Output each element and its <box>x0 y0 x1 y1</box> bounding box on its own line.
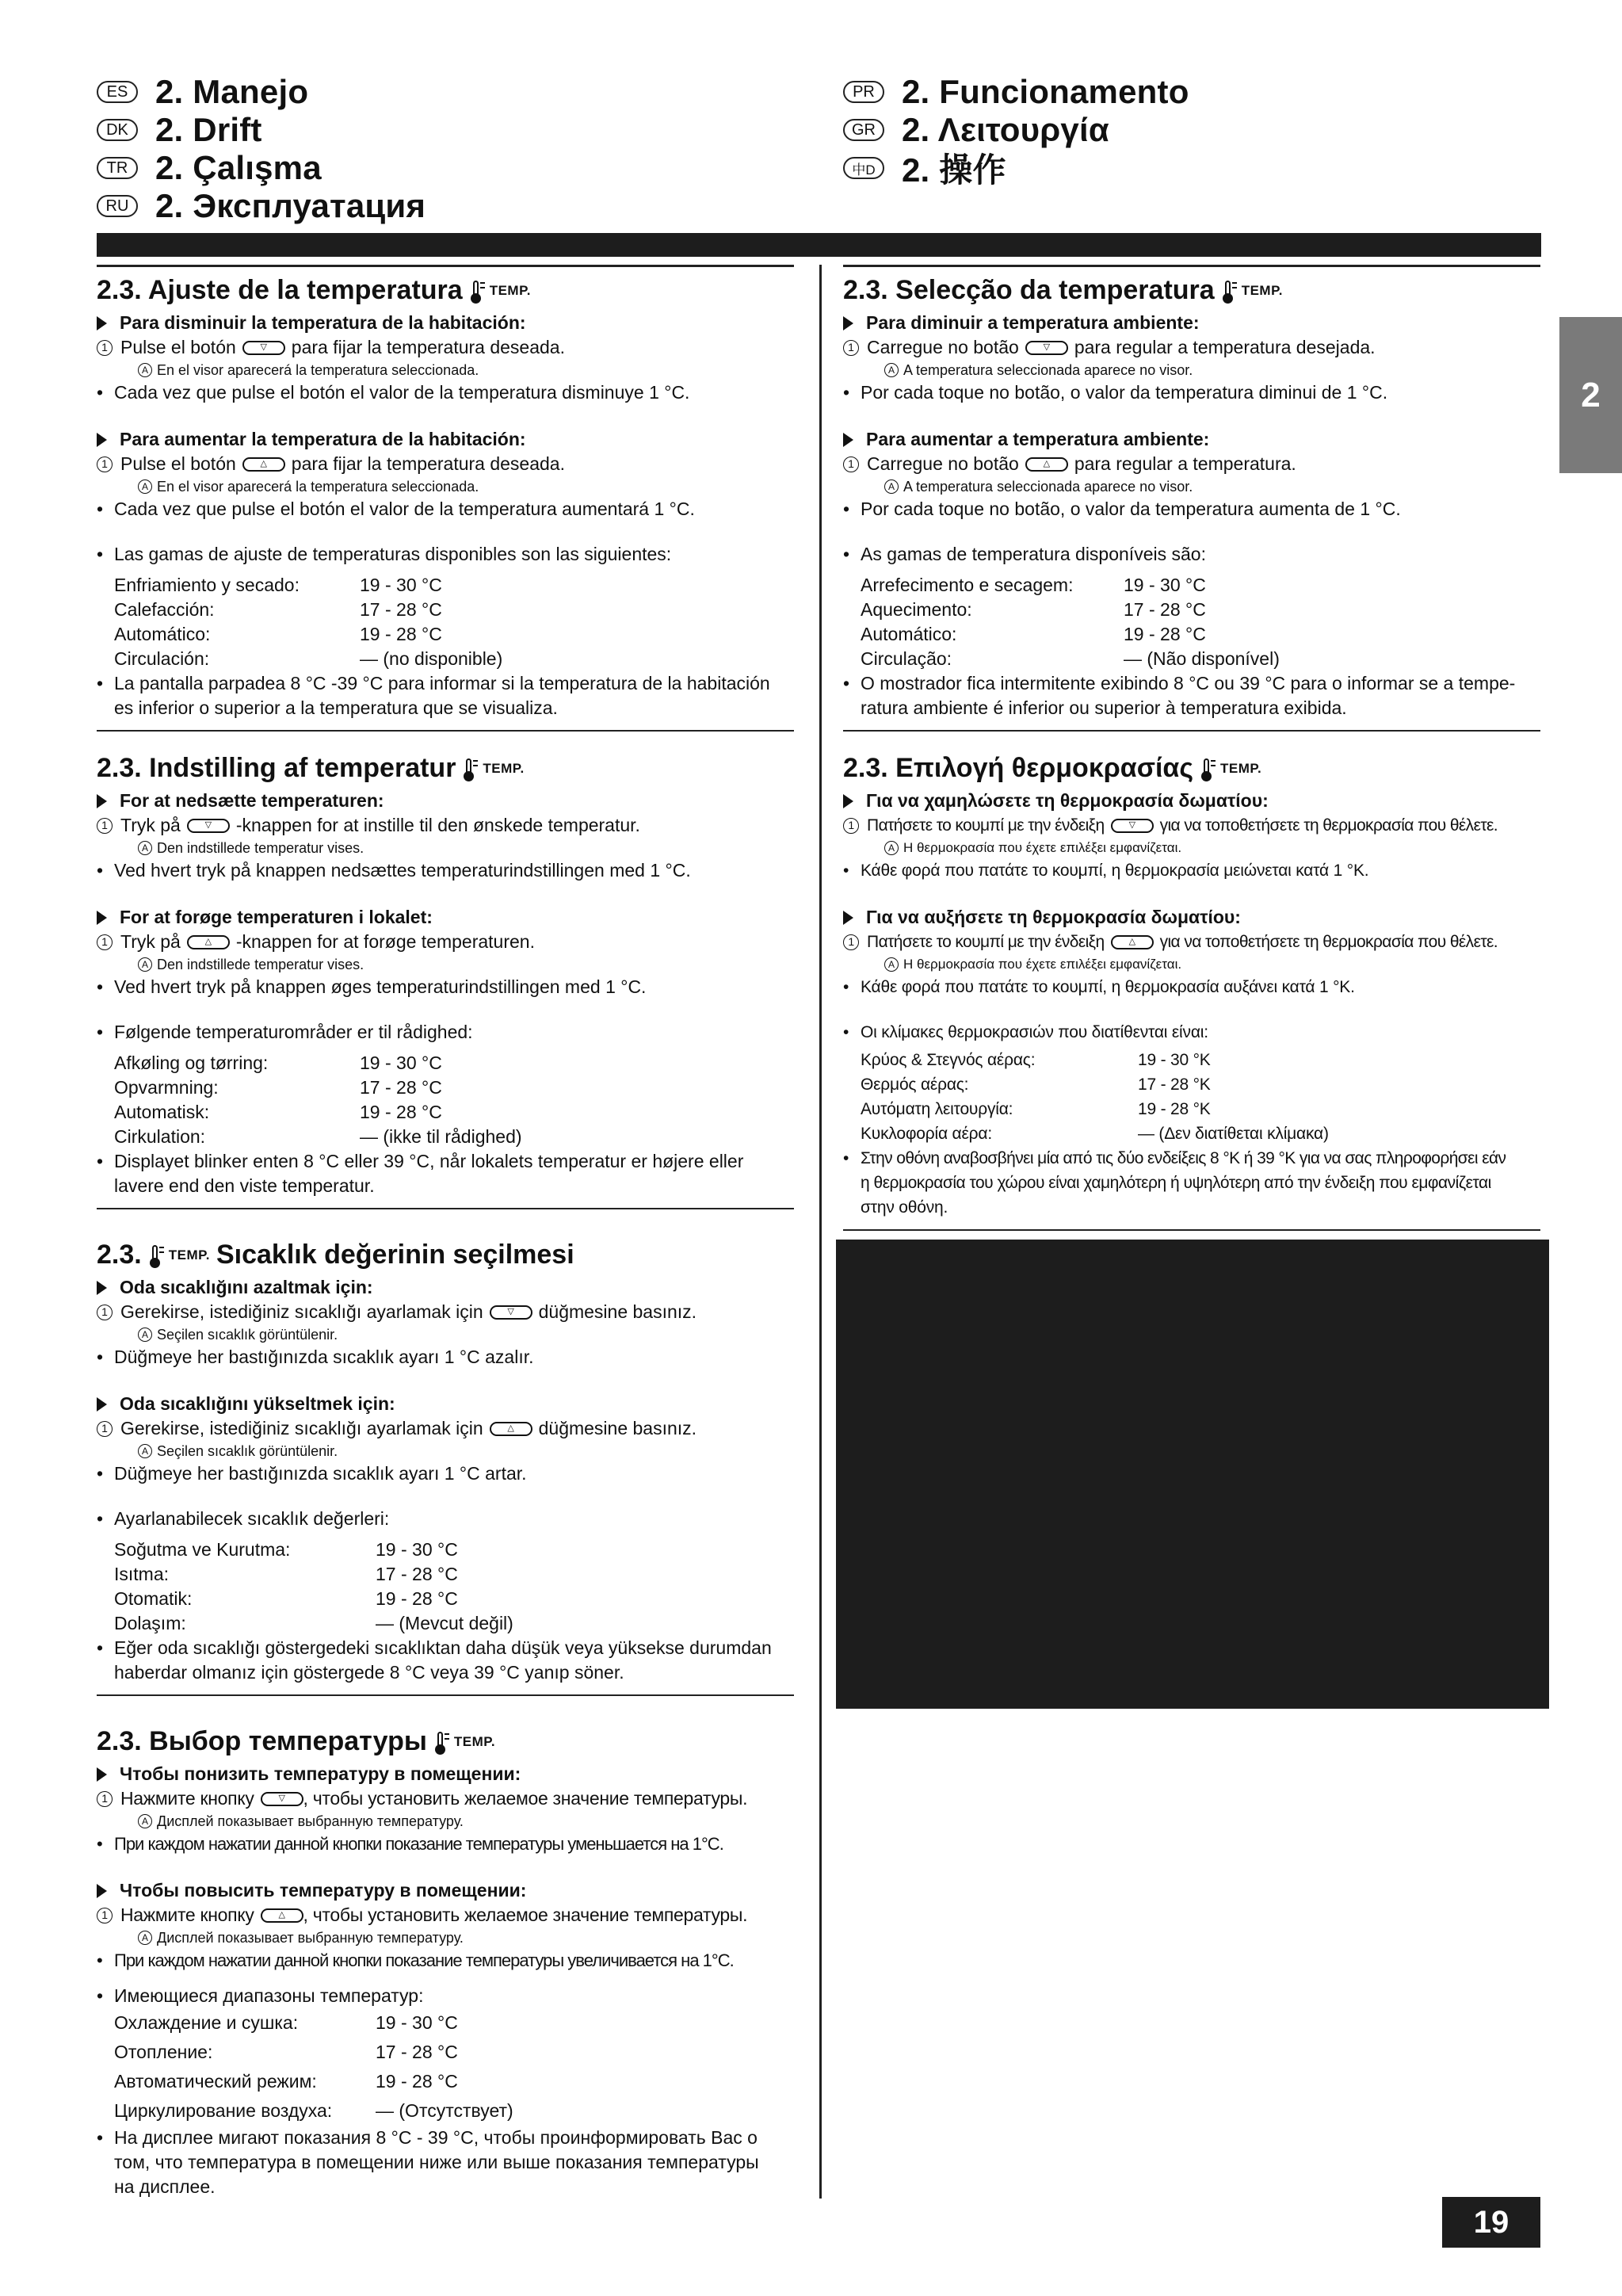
section-title <box>843 275 1540 306</box>
bullet-increase: • Ved hvert tryk på knappen øges temperaturindstillingen med 1 °C. <box>97 976 647 997</box>
step-number-icon: 1 <box>97 457 113 472</box>
step-number-icon: 1 <box>97 340 113 356</box>
note-marker-a-icon: A <box>884 479 899 494</box>
ranges-intro: • As gamas de temperatura disponíveis são: <box>843 544 1206 564</box>
subheading-decrease: Para disminuir la temperatura de la habitación: <box>97 311 794 335</box>
chapter-tab: 2 <box>1559 317 1622 473</box>
section-title <box>97 753 794 784</box>
header-title-cn: 2. 操作 <box>902 151 1006 189</box>
note-marker-a-icon: A <box>138 1931 152 1945</box>
step-number-icon: 1 <box>843 818 859 834</box>
temp-thermometer-icon: TEMP. <box>469 279 531 303</box>
temp-thermometer-icon: TEMP. <box>1200 757 1261 781</box>
section-rule <box>97 265 794 267</box>
section-rule <box>843 265 1540 267</box>
bullet-increase: • Düğmeye her bastığınızda sıcaklık ayarı 1 °C artar. <box>97 1463 527 1484</box>
note-decrease: A Den indstillede temperatur vises. <box>97 838 794 858</box>
section-gr <box>843 753 1540 1231</box>
note-marker-a-icon: A <box>138 957 152 972</box>
range-row: Охлаждение и сушка: 19 - 30 °C <box>114 2012 458 2033</box>
lang-badge-gr: GR <box>843 119 884 141</box>
blink-note: • O mostrador fica intermitente exibindo 8 °C ou 39 °C para o informar se a tempe- <box>843 673 1516 693</box>
step-number-icon: 1 <box>843 457 859 472</box>
header-title-dk: 2. Drift <box>155 111 262 148</box>
header-divider-bar <box>97 233 1541 257</box>
note-marker-a-icon: A <box>138 841 152 855</box>
note-marker-a-icon: A <box>138 1328 152 1342</box>
note-marker-a-icon: A <box>884 363 899 377</box>
bullet-increase: • Κάθε φορά που πατάτε το κουμπί, η θερμοκρασία αυξάνει κατά 1 °K. <box>843 978 1355 996</box>
page-number: 19 <box>1442 2197 1540 2248</box>
range-row: Отопление: 17 - 28 °C <box>114 2042 458 2062</box>
note-marker-a-icon: A <box>138 1814 152 1828</box>
note-marker-a-icon: A <box>138 363 152 377</box>
temp-up-button-icon: △ <box>490 1422 532 1436</box>
section-title-text: 2.3. Indstilling af temperatur <box>97 753 456 783</box>
temp-down-button-icon: ▽ <box>1111 819 1154 833</box>
subheading-decrease: Για να χαμηλώσετε τη θερμοκρασία δωματίου: <box>843 789 1540 813</box>
step-number-icon: 1 <box>843 340 859 356</box>
range-row: Автоматический режим: 19 - 28 °C <box>114 2071 458 2092</box>
temp-thermometer-icon: TEMP. <box>1221 279 1283 303</box>
temp-up-button-icon: △ <box>1111 935 1154 949</box>
note-increase: A Den indstillede temperatur vises. <box>97 954 794 975</box>
header-title-ru: 2. Эксплуатация <box>155 187 426 224</box>
note-increase: A En el visor aparecerá la temperatura seleccionada. <box>97 476 794 497</box>
arrow-right-icon <box>97 1281 107 1295</box>
step-number-icon: 1 <box>97 934 113 950</box>
section-tr <box>97 1240 794 1696</box>
blink-note: • На дисплее мигают показания 8 °C - 39 °C, чтобы проинформировать Вас о <box>97 2127 758 2148</box>
bullet-decrease: • Cada vez que pulse el botón el valor de la temperatura disminuye 1 °C. <box>97 382 690 403</box>
note-marker-a-icon: A <box>884 841 899 855</box>
note-marker-a-icon: A <box>884 957 899 972</box>
lang-badge-es: ES <box>97 81 138 103</box>
range-row: Circulación: — (no disponible) <box>114 648 503 669</box>
range-row: Κρύος & Στεγνός αέρας: 19 - 30 °K <box>861 1051 1211 1069</box>
range-row: Arrefecimento e secagem: 19 - 30 °C <box>861 575 1206 595</box>
ranges-intro: • Οι κλίμακες θερμοκρασιών που διατίθενται είναι: <box>843 1023 1208 1041</box>
blink-note-cont: на дисплее. <box>114 2176 216 2197</box>
temp-thermometer-icon: TEMP. <box>462 757 524 781</box>
section-title <box>97 275 794 306</box>
step-number-icon: 1 <box>97 1305 113 1320</box>
ranges-intro: • Имеющиеся диапазоны температур: <box>97 1985 424 2006</box>
arrow-right-icon <box>843 794 853 808</box>
range-row: Circulação: — (Não disponível) <box>861 648 1280 669</box>
step-number-icon: 1 <box>97 1908 113 1924</box>
blink-note-cont: η θερμοκρασία του χώρου είναι χαμηλότερη ή υψηλότερη από την ένδειξη που εμφανίζεται <box>861 1174 1491 1192</box>
blink-note-cont: es inferior o superior a la temperatura que se visualiza. <box>114 697 558 718</box>
temp-thermometer-icon: TEMP. <box>433 1730 495 1754</box>
blink-note: • Στην οθόνη αναβοσβήνει μία από τις δύο ενδείξεις 8 °K ή 39 °K για να σας πληροφορήσει εάν <box>843 1149 1506 1167</box>
subheading-decrease: For at nedsætte temperaturen: <box>97 789 794 813</box>
bullet-decrease: • Por cada toque no botão, o valor da temperatura diminui de 1 °C. <box>843 382 1388 403</box>
header-right <box>843 73 1189 187</box>
note-decrease: A Η θερμοκρασία που έχετε επιλέξει εμφανίζεται. <box>843 838 1540 858</box>
subheading-decrease: Para diminuir a temperatura ambiente: <box>843 311 1540 335</box>
bullet-decrease: • Ved hvert tryk på knappen nedsættes temperaturindstillingen med 1 °C. <box>97 860 691 881</box>
range-row: Κυκλοφορία αέρα: — (Δεν διατίθεται κλίμακα) <box>861 1125 1329 1143</box>
bullet-decrease: • Κάθε φορά που πατάτε το κουμπί, η θερμοκρασία μειώνεται κατά 1 °K. <box>843 861 1369 880</box>
arrow-right-icon <box>97 316 107 330</box>
lang-badge-dk: DK <box>97 119 138 141</box>
blink-note: • Eğer oda sıcaklığı göstergedeki sıcaklıktan daha düşük veya yüksekse durumdan <box>97 1637 772 1658</box>
bullet-increase: • Por cada toque no botão, o valor da temperatura aumenta de 1 °C. <box>843 499 1401 519</box>
section-title-text: 2.3. Selecção da temperatura <box>843 275 1215 305</box>
range-row: Isıtma: 17 - 28 °C <box>114 1564 458 1584</box>
range-row: Θερμός αέρας: 17 - 28 °K <box>861 1075 1211 1094</box>
step-number-icon: 1 <box>97 1791 113 1807</box>
range-row: Opvarmning: 17 - 28 °C <box>114 1077 442 1098</box>
subheading-increase: Para aumentar a temperatura ambiente: <box>843 427 1540 452</box>
subheading-increase: Чтобы повысить температуру в помещении: <box>97 1878 794 1903</box>
section-title <box>97 1240 794 1270</box>
step-increase: 1 Tryk på △ -knappen for at forøge temperaturen. <box>97 930 794 954</box>
note-marker-a-icon: A <box>138 479 152 494</box>
arrow-right-icon <box>97 1767 107 1782</box>
lang-badge-ru: RU <box>97 195 138 217</box>
step-decrease: 1 Нажмите кнопку ▽ , чтобы установить желаемое значение температуры. <box>97 1786 794 1811</box>
range-row: Calefacción: 17 - 28 °C <box>114 599 442 620</box>
note-decrease: A A temperatura seleccionada aparece no visor. <box>843 360 1540 380</box>
range-row: Soğutma ve Kurutma: 19 - 30 °C <box>114 1539 458 1560</box>
temp-down-button-icon: ▽ <box>490 1305 532 1320</box>
range-row: Automatisk: 19 - 28 °C <box>114 1102 442 1122</box>
header-title-tr: 2. Çalışma <box>155 149 322 186</box>
ranges-intro: • Følgende temperaturområder er til rådighed: <box>97 1022 473 1042</box>
range-row: Αυτόματη λειτουργία: 19 - 28 °K <box>861 1100 1211 1118</box>
note-increase: A Η θερμοκρασία που έχετε επιλέξει εμφανίζεται. <box>843 954 1540 975</box>
blank-black-panel <box>836 1240 1549 1709</box>
lang-badge-cn: 中D <box>843 157 884 179</box>
temp-down-button-icon: ▽ <box>1025 341 1068 355</box>
step-increase: 1 Gerekirse, istediğiniz sıcaklığı ayarlamak için △ düğmesine basınız. <box>97 1416 794 1441</box>
step-decrease: 1 Tryk på ▽ -knappen for at instille til den ønskede temperatur. <box>97 813 794 838</box>
arrow-right-icon <box>843 316 853 330</box>
bullet-increase: • Cada vez que pulse el botón el valor de la temperatura aumentará 1 °C. <box>97 499 695 519</box>
range-row: Dolaşım: — (Mevcut değil) <box>114 1613 513 1633</box>
subheading-increase: Para aumentar la temperatura de la habitación: <box>97 427 794 452</box>
section-title <box>97 1726 794 1757</box>
note-marker-a-icon: A <box>138 1444 152 1458</box>
header-title-gr: 2. Λειτουργία <box>902 111 1109 148</box>
section-title-number: 2.3. <box>97 1240 142 1270</box>
header-title-pr: 2. Funcionamento <box>902 73 1189 110</box>
temp-up-button-icon: △ <box>261 1908 303 1923</box>
bullet-decrease: • При каждом нажатии данной кнопки показание температуры уменьшается на 1°C. <box>97 1834 723 1854</box>
section-title-text: Sıcaklık değerinin seçilmesi <box>216 1240 574 1270</box>
range-row: Automático: 19 - 28 °C <box>114 624 442 644</box>
note-decrease: A Дисплей показывает выбранную температуру. <box>97 1811 794 1832</box>
note-increase: A A temperatura seleccionada aparece no visor. <box>843 476 1540 497</box>
step-increase: 1 Нажмите кнопку △ , чтобы установить желаемое значение температуры. <box>97 1903 794 1927</box>
blink-note: • La pantalla parpadea 8 °C -39 °C para informar si la temperatura de la habitación <box>97 673 770 693</box>
arrow-right-icon <box>97 433 107 447</box>
range-row: Enfriamiento y secado: 19 - 30 °C <box>114 575 442 595</box>
arrow-right-icon <box>97 911 107 925</box>
step-decrease: 1 Pulse el botón ▽ para fijar la temperatura deseada. <box>97 335 794 360</box>
bullet-decrease: • Düğmeye her bastığınızda sıcaklık ayarı 1 °C azalır. <box>97 1347 534 1367</box>
lang-badge-pr: PR <box>843 81 884 103</box>
range-row: Afkøling og tørring: 19 - 30 °C <box>114 1052 442 1073</box>
arrow-right-icon <box>97 794 107 808</box>
step-number-icon: 1 <box>843 934 859 950</box>
blink-note-cont: lavere end den viste temperatur. <box>114 1175 375 1196</box>
column-divider <box>819 265 822 2199</box>
arrow-right-icon <box>97 1397 107 1412</box>
temp-up-button-icon: △ <box>242 457 285 472</box>
range-row: Aquecimento: 17 - 28 °C <box>861 599 1206 620</box>
section-ru <box>97 1726 794 2199</box>
lang-badge-tr: TR <box>97 157 138 179</box>
step-decrease: 1 Carregue no botão ▽ para regular a temperatura desejada. <box>843 335 1540 360</box>
section-title-text: 2.3. Ajuste de la temperatura <box>97 275 463 305</box>
range-row: Otomatik: 19 - 28 °C <box>114 1588 458 1609</box>
ranges-intro: • Ayarlanabilecek sıcaklık değerleri: <box>97 1508 390 1529</box>
note-increase: A Seçilen sıcaklık görüntülenir. <box>97 1441 794 1461</box>
step-number-icon: 1 <box>97 818 113 834</box>
blink-note-cont: στην οθόνη. <box>861 1198 948 1217</box>
header-left <box>97 73 426 225</box>
ranges-intro: • Las gamas de ajuste de temperaturas disponibles son las siguientes: <box>97 544 672 564</box>
arrow-right-icon <box>843 433 853 447</box>
step-number-icon: 1 <box>97 1421 113 1437</box>
section-dk <box>97 753 794 1209</box>
range-row: Automático: 19 - 28 °C <box>861 624 1206 644</box>
note-increase: A Дисплей показывает выбранную температуру. <box>97 1927 794 1948</box>
range-row: Циркулирование воздуха: — (Отсутствует) <box>114 2100 513 2121</box>
subheading-increase: Για να αυξήσετε τη θερμοκρασία δωματίου: <box>843 905 1540 930</box>
section-es <box>97 265 794 732</box>
subheading-decrease: Oda sıcaklığını azaltmak için: <box>97 1275 794 1300</box>
section-title-text: 2.3. Выбор температуры <box>97 1726 427 1756</box>
subheading-decrease: Чтобы понизить температуру в помещении: <box>97 1762 794 1786</box>
blink-note: • Displayet blinker enten 8 °C eller 39 °C, når lokalets temperatur er højere eller <box>97 1151 744 1171</box>
step-increase: 1 Carregue no botão △ para regular a temperatura. <box>843 452 1540 476</box>
temp-up-button-icon: △ <box>187 935 230 949</box>
bullet-increase: • При каждом нажатии данной кнопки показание температуры увеличивается на 1°C. <box>97 1950 734 1970</box>
arrow-right-icon <box>97 1884 107 1898</box>
arrow-right-icon <box>843 911 853 925</box>
section-title-text: 2.3. Επιλογή θερμοκρασίας <box>843 753 1193 783</box>
section-pr <box>843 265 1540 732</box>
section-title <box>843 753 1540 784</box>
temp-down-button-icon: ▽ <box>242 341 285 355</box>
blink-note-cont: ratura ambiente é inferior ou superior à temperatura exibida. <box>861 697 1347 718</box>
note-decrease: A En el visor aparecerá la temperatura seleccionada. <box>97 360 794 380</box>
temp-thermometer-icon: TEMP. <box>148 1244 210 1267</box>
blink-note-cont: том, что температура в помещении ниже или выше показания температуры <box>114 2152 759 2172</box>
temp-down-button-icon: ▽ <box>261 1792 303 1806</box>
step-increase: 1 Πατήσετε το κουμπί με την ένδειξη △ για να τοποθετήσετε τη θερμοκρασία που θέλετε. <box>843 930 1540 954</box>
step-decrease: 1 Πατήσετε το κουμπί με την ένδειξη ▽ για να τοποθετήσετε τη θερμοκρασία που θέλετε. <box>843 813 1540 838</box>
step-increase: 1 Pulse el botón △ para fijar la temperatura deseada. <box>97 452 794 476</box>
subheading-increase: Oda sıcaklığını yükseltmek için: <box>97 1392 794 1416</box>
temp-down-button-icon: ▽ <box>187 819 230 833</box>
header-title-es: 2. Manejo <box>155 73 309 110</box>
temp-up-button-icon: △ <box>1025 457 1068 472</box>
range-row: Cirkulation: — (ikke til rådighed) <box>114 1126 522 1147</box>
subheading-increase: For at forøge temperaturen i lokalet: <box>97 905 794 930</box>
blink-note-cont: haberdar olmanız için göstergede 8 °C veya 39 °C yanıp söner. <box>114 1662 624 1683</box>
step-decrease: 1 Gerekirse, istediğiniz sıcaklığı ayarlamak için ▽ düğmesine basınız. <box>97 1300 794 1324</box>
note-decrease: A Seçilen sıcaklık görüntülenir. <box>97 1324 794 1345</box>
